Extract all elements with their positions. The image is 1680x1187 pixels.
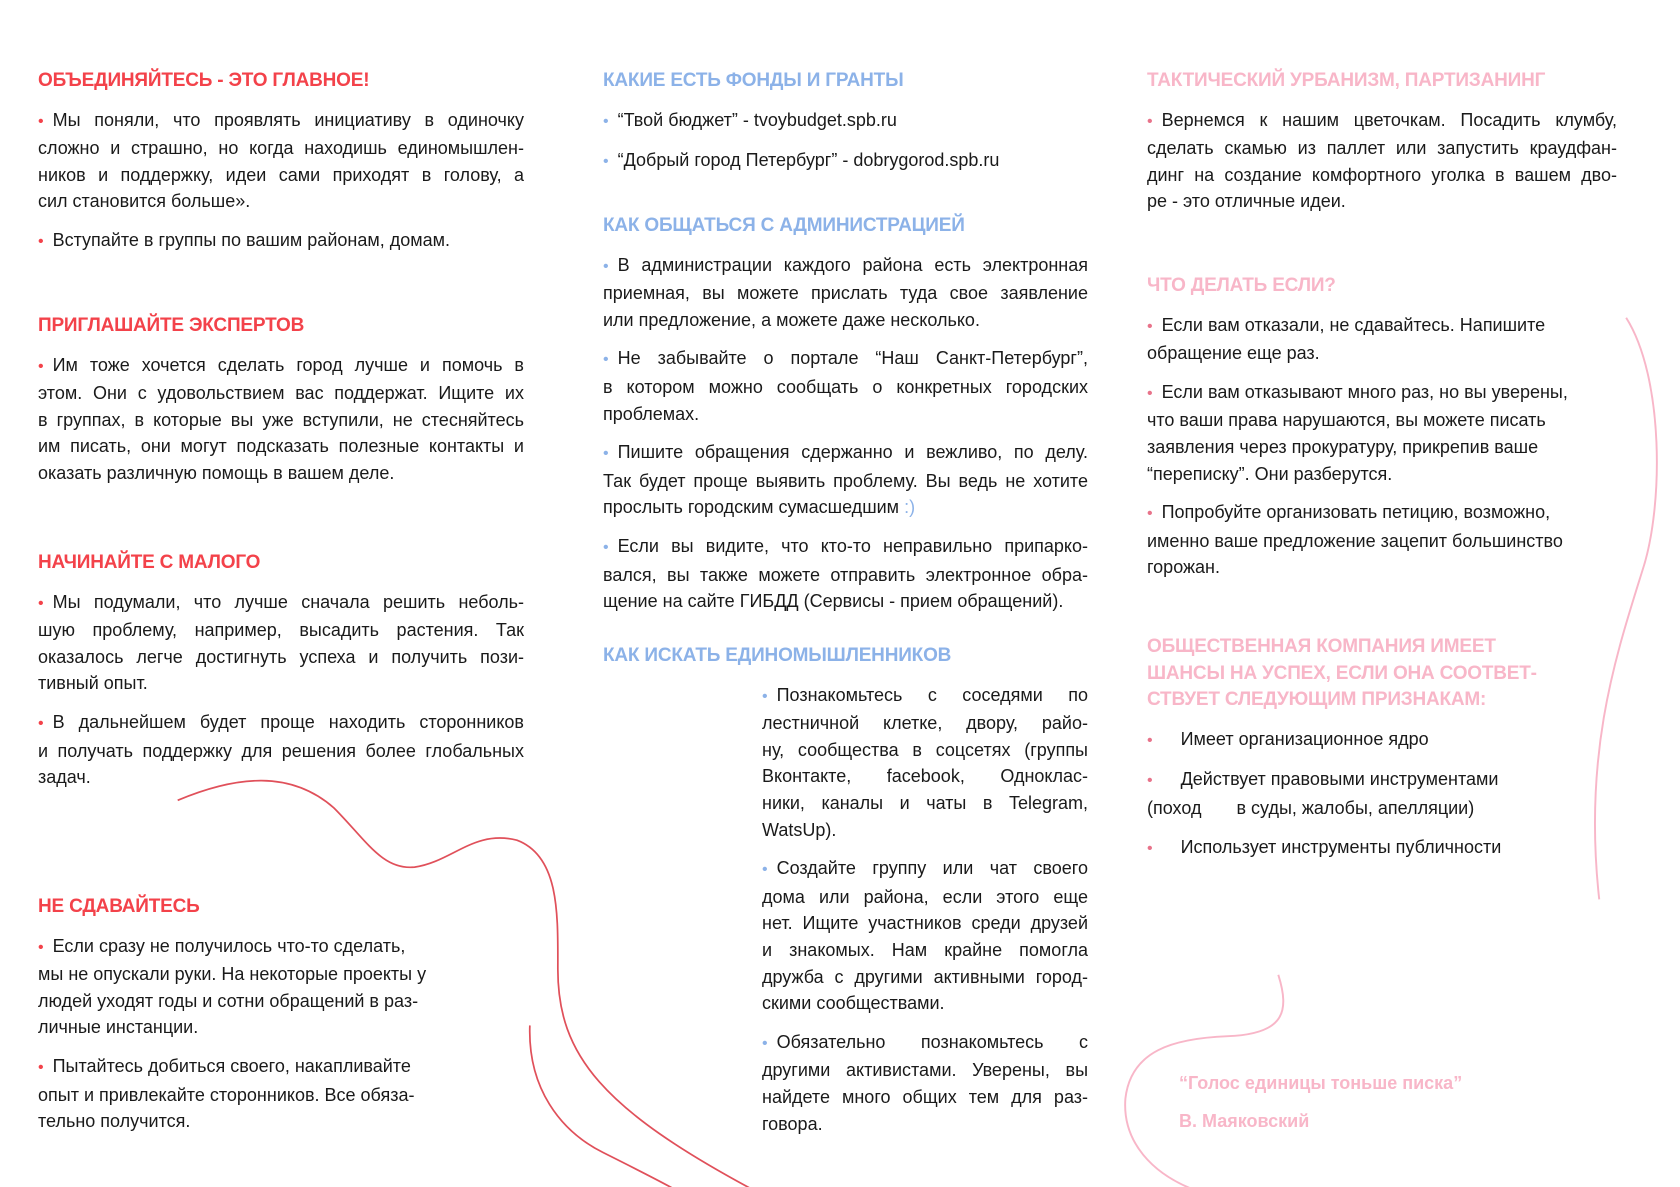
text-line bbox=[762, 1029, 1088, 1058]
text-line bbox=[762, 937, 1088, 964]
bullet-list bbox=[38, 933, 488, 1135]
line-text: тивный опыт. bbox=[38, 673, 148, 694]
line-text: Вконтакте, facebook, Одноклас- bbox=[762, 766, 1088, 787]
text-line bbox=[38, 1014, 488, 1041]
bullet-icon: • bbox=[762, 687, 768, 705]
line-text: Познакомьтесь с соседями по bbox=[776, 684, 1088, 705]
text-line bbox=[603, 307, 1088, 334]
line-text: Пишите обращения сдержанно и вежливо, по делу. bbox=[617, 442, 1088, 463]
heading-line: НЕ СДАВАЙТЕСЬ bbox=[38, 896, 200, 917]
section-heading bbox=[603, 213, 1088, 240]
line-text: Пытайтесь добиться своего, накапливайте bbox=[52, 1055, 411, 1076]
text-line bbox=[38, 1082, 488, 1109]
text-line bbox=[1147, 107, 1617, 136]
smiley-accent: :) bbox=[904, 497, 916, 518]
text-line bbox=[603, 280, 1088, 307]
bullet-item bbox=[603, 252, 1088, 334]
section-heading bbox=[38, 313, 524, 340]
line-text: Мы поняли, что проявлять инициативу в одиночку bbox=[52, 109, 524, 130]
line-text: оказалось легче достигнуть успеха и получить пози- bbox=[38, 646, 524, 667]
heading-line: КАК ИСКАТЬ ЕДИНОМЫШЛЕННИКОВ bbox=[603, 645, 952, 666]
bullet-item bbox=[603, 147, 1088, 176]
text-line bbox=[38, 933, 488, 962]
bullet-item bbox=[38, 227, 524, 256]
bullet-list bbox=[1147, 107, 1617, 215]
line-text: динг на создание комфортного уголка в вашем дво- bbox=[1147, 164, 1617, 185]
section bbox=[1147, 273, 1617, 593]
line-text: Вступайте в группы по вашим районам, домам. bbox=[52, 229, 450, 250]
line-text: прослыть городским сумасшедшим bbox=[603, 497, 905, 518]
bullet-icon: • bbox=[38, 232, 44, 250]
bullet-icon: • bbox=[603, 153, 609, 171]
text-line bbox=[1147, 795, 1617, 822]
bullet-icon: • bbox=[38, 1058, 44, 1076]
bullet-item bbox=[603, 439, 1088, 521]
line-text: в группах, в которые вы уже вступили, не стесняйтесь bbox=[38, 409, 524, 430]
bullet-item bbox=[38, 1053, 488, 1135]
line-text: мы не опускали руки. На некоторые проекты у bbox=[38, 964, 427, 985]
text-line bbox=[762, 682, 1088, 711]
text-line bbox=[38, 709, 524, 738]
bullet-icon: • bbox=[603, 445, 609, 463]
bullet-icon: • bbox=[603, 351, 609, 369]
text-line bbox=[38, 738, 524, 765]
text-line bbox=[762, 964, 1088, 991]
line-text: заявления через прокуратуру, прикрепив ваше bbox=[1147, 436, 1539, 457]
section-heading bbox=[1147, 273, 1617, 300]
text-line bbox=[762, 884, 1088, 911]
text-line bbox=[762, 763, 1088, 790]
section-heading bbox=[38, 550, 524, 577]
line-text: Если вам отказали, не сдавайтесь. Напишите bbox=[1161, 314, 1546, 335]
text-line bbox=[1147, 340, 1617, 367]
heading-line: КАКИЕ ЕСТЬ ФОНДЫ И ГРАНТЫ bbox=[603, 70, 904, 91]
line-text: Действует правовыми инструментами bbox=[1180, 769, 1499, 790]
bullet-item bbox=[1147, 766, 1617, 821]
line-text: обращение еще раз. bbox=[1147, 343, 1320, 364]
bullet-icon: • bbox=[38, 714, 44, 732]
text-line bbox=[762, 1111, 1088, 1138]
text-line bbox=[38, 617, 524, 644]
text-line bbox=[38, 1053, 488, 1082]
text-line bbox=[762, 910, 1088, 937]
bullet-item bbox=[1147, 379, 1617, 487]
bullet-item bbox=[1147, 499, 1617, 581]
text-line bbox=[1147, 834, 1617, 863]
line-text: людей уходят годы и сотни обращений в раз- bbox=[38, 990, 419, 1011]
line-text: “переписку”. Они разберутся. bbox=[1147, 463, 1393, 484]
text-line bbox=[762, 710, 1088, 737]
section bbox=[603, 68, 1088, 188]
section-heading bbox=[603, 68, 1088, 95]
line-text: Так будет проще выявить проблему. Вы ведь не хотите bbox=[603, 470, 1088, 491]
bullet-icon: • bbox=[38, 357, 44, 375]
text-line bbox=[603, 374, 1088, 401]
bullet-icon: • bbox=[1147, 317, 1153, 335]
line-text: им писать, они могут подсказать полезные контакты и bbox=[38, 436, 524, 457]
text-line bbox=[38, 188, 524, 215]
heading-line: ОБЩЕСТВЕННАЯ КОМПАНИЯ ИМЕЕТ bbox=[1147, 636, 1496, 657]
section bbox=[38, 550, 524, 803]
text-line bbox=[603, 494, 1088, 521]
line-text: говора. bbox=[762, 1113, 823, 1134]
text-line bbox=[38, 764, 524, 791]
line-text: этом. Они с удовольствием вас поддержат. Ищите их bbox=[38, 383, 524, 404]
heading-line: НАЧИНАЙТЕ С МАЛОГО bbox=[38, 552, 261, 573]
section bbox=[38, 313, 524, 499]
heading-line: СТВУЕТ СЛЕДУЮЩИМ ПРИЗНАКАМ: bbox=[1147, 689, 1487, 711]
bullet-list bbox=[1147, 726, 1617, 862]
quote-block bbox=[1179, 1064, 1462, 1140]
bullet-icon: • bbox=[762, 861, 768, 879]
section bbox=[38, 68, 524, 268]
line-text: личные инстанции. bbox=[38, 1017, 199, 1038]
text-line bbox=[38, 380, 524, 407]
section-heading bbox=[1147, 634, 1617, 714]
text-line bbox=[38, 670, 524, 697]
line-text: ну, сообщества в соцсетях (группы bbox=[762, 739, 1088, 760]
bullet-item bbox=[38, 107, 524, 215]
heading-line: ПРИГЛАШАЙТЕ ЭКСПЕРТОВ bbox=[38, 315, 305, 336]
line-text: тельно получится. bbox=[38, 1111, 191, 1132]
bullet-item bbox=[38, 933, 488, 1041]
line-text: (поход в суды, жалобы, апелляции) bbox=[1147, 797, 1475, 818]
text-line bbox=[38, 433, 524, 460]
bullet-icon: • bbox=[603, 538, 609, 556]
bullet-list bbox=[38, 107, 524, 256]
text-line bbox=[38, 135, 524, 162]
heading-line: КАК ОБЩАТЬСЯ С АДМИНИСТРАЦИЕЙ bbox=[603, 215, 965, 236]
bullet-icon: • bbox=[762, 1034, 768, 1052]
text-line bbox=[38, 460, 524, 487]
text-line bbox=[762, 1084, 1088, 1111]
text-line bbox=[38, 107, 524, 136]
text-line bbox=[38, 589, 524, 618]
text-line bbox=[603, 588, 1088, 615]
text-line bbox=[603, 345, 1088, 374]
bullet-icon: • bbox=[38, 594, 44, 612]
line-text: WatsUp). bbox=[762, 819, 837, 840]
text-line bbox=[1147, 407, 1617, 434]
text-line bbox=[603, 533, 1088, 562]
quote-text: “Голос единицы тоньше писка” bbox=[1179, 1073, 1463, 1093]
line-text: Вернемся к нашим цветочкам. Посадить клумбу, bbox=[1161, 109, 1617, 130]
text-line bbox=[762, 790, 1088, 817]
bullet-item bbox=[38, 589, 524, 697]
bullet-icon: • bbox=[1147, 384, 1153, 402]
text-line bbox=[1147, 766, 1617, 795]
text-line bbox=[762, 1057, 1088, 1084]
text-line bbox=[762, 817, 1088, 844]
bullet-list bbox=[603, 252, 1088, 615]
bullet-item bbox=[762, 1029, 1088, 1137]
text-line bbox=[38, 407, 524, 434]
section bbox=[603, 643, 1088, 1149]
bullet-icon: • bbox=[603, 112, 609, 130]
text-line bbox=[603, 401, 1088, 428]
line-text: проблемах. bbox=[603, 403, 700, 424]
quote-author: В. Маяковский bbox=[1179, 1111, 1310, 1131]
line-text: скими сообществами. bbox=[762, 993, 945, 1014]
text-line bbox=[38, 988, 488, 1015]
text-line bbox=[1147, 434, 1617, 461]
line-text: Если сразу не получилось что-то сделать, bbox=[52, 935, 406, 956]
line-text: Мы подумали, что лучше сначала решить неболь- bbox=[52, 591, 524, 612]
line-text: вался, вы также можете отправить электронное обра- bbox=[603, 564, 1088, 585]
text-line bbox=[38, 162, 524, 189]
text-line bbox=[762, 737, 1088, 764]
line-text: другими активистами. Уверены, вы bbox=[762, 1060, 1088, 1081]
bullet-item bbox=[1147, 312, 1617, 367]
text-line bbox=[1147, 162, 1617, 189]
line-text: опыт и привлекайте сторонников. Все обяза- bbox=[38, 1084, 415, 1105]
bullet-item bbox=[603, 533, 1088, 615]
line-text: Им тоже хочется сделать город лучше и помочь в bbox=[52, 354, 524, 375]
text-line bbox=[1147, 312, 1617, 341]
line-text: что ваши права нарушаются, вы можете писать bbox=[1147, 410, 1546, 431]
bullet-item bbox=[38, 709, 524, 791]
line-text: В дальнейшем будет проще находить сторонников bbox=[52, 711, 524, 732]
text-line bbox=[1147, 528, 1617, 555]
line-text: ники, каналы и чаты в Telegram, bbox=[762, 792, 1088, 813]
bullet-icon: • bbox=[1147, 731, 1153, 749]
line-text: Создайте группу или чат своего bbox=[776, 858, 1088, 879]
bullet-icon: • bbox=[603, 257, 609, 275]
text-line bbox=[38, 1108, 488, 1135]
section bbox=[1147, 634, 1617, 874]
text-line bbox=[1147, 379, 1617, 408]
line-text: “Твой бюджет” - tvoybudget.spb.ru bbox=[617, 109, 897, 130]
heading-line: ОБЪЕДИНЯЙТЕСЬ - ЭТО ГЛАВНОЕ! bbox=[38, 70, 370, 91]
bullet-list bbox=[603, 107, 1088, 176]
bullet-icon: • bbox=[1147, 112, 1153, 130]
bullet-item bbox=[603, 345, 1088, 427]
heading-line: ТАКТИЧЕСКИЙ УРБАНИЗМ, ПАРТИЗАНИНГ bbox=[1147, 70, 1546, 91]
text-line bbox=[603, 252, 1088, 281]
line-text: Попробуйте организовать петицию, возможно, bbox=[1161, 502, 1551, 523]
line-text: и знакомых. Нам крайне помогла bbox=[762, 939, 1088, 960]
text-line bbox=[1147, 554, 1617, 581]
line-text: “Добрый город Петербург” - dobrygorod.spb.ru bbox=[617, 150, 1000, 171]
line-text: задач. bbox=[38, 767, 91, 788]
line-text: нет. Ищите участников среди друзей bbox=[762, 913, 1088, 934]
section-heading bbox=[38, 894, 524, 921]
bullet-list bbox=[38, 352, 524, 487]
bullet-list bbox=[1147, 312, 1617, 581]
line-text: Если вам отказывают много раз, но вы уверены, bbox=[1161, 381, 1568, 402]
section-heading bbox=[38, 68, 524, 95]
line-text: именно ваше предложение зацепит большинство bbox=[1147, 530, 1563, 551]
bullet-item bbox=[1147, 834, 1617, 863]
line-text: или предложение, а можете даже несколько. bbox=[603, 309, 980, 330]
bullet-icon: • bbox=[1147, 505, 1153, 523]
line-text: сделать скамью из паллет или запустить краудфан- bbox=[1147, 138, 1617, 159]
bullet-list bbox=[38, 589, 524, 791]
line-text: дружба с другими активными город- bbox=[762, 966, 1088, 987]
line-text: приемная, вы можете прислать туда свое заявление bbox=[603, 283, 1088, 304]
text-line bbox=[38, 352, 524, 381]
text-line bbox=[603, 468, 1088, 495]
text-line bbox=[38, 227, 524, 256]
text-line bbox=[1147, 499, 1617, 528]
line-text: сил становится больше». bbox=[38, 191, 251, 212]
text-line bbox=[603, 562, 1088, 589]
bullet-item bbox=[1147, 107, 1617, 215]
bullet-item bbox=[38, 352, 524, 487]
text-line bbox=[1147, 726, 1617, 755]
line-text: щение на сайте ГИБДД (Сервисы - прием обращений). bbox=[603, 591, 1064, 612]
bullet-item bbox=[762, 682, 1088, 844]
text-line bbox=[1147, 188, 1617, 215]
line-text: оказать различную помощь в вашем деле. bbox=[38, 462, 395, 483]
line-text: В администрации каждого района есть электронная bbox=[617, 254, 1088, 275]
bullet-item bbox=[762, 855, 1088, 1017]
line-text: горожан. bbox=[1147, 557, 1220, 578]
line-text: в котором можно сообщать о конкретных городских bbox=[603, 376, 1088, 397]
line-text: и получать поддержку для решения более глобальных bbox=[38, 740, 524, 761]
section-heading bbox=[603, 643, 1088, 670]
text-line bbox=[38, 644, 524, 671]
text-line bbox=[1147, 461, 1617, 488]
line-text: дома или района, если этого еще bbox=[762, 886, 1088, 907]
heading-line: ШАНСЫ НА УСПЕХ, ЕСЛИ ОНА СООТВЕТ- bbox=[1147, 662, 1537, 684]
text-line bbox=[1147, 135, 1617, 162]
bullet-list bbox=[762, 682, 1088, 1138]
line-text: Обязательно познакомьтесь с bbox=[776, 1031, 1088, 1052]
heading-line: ЧТО ДЕЛАТЬ ЕСЛИ? bbox=[1147, 275, 1336, 296]
bullet-item bbox=[1147, 726, 1617, 755]
line-text: сложно и страшно, но когда находишь единомышлен- bbox=[38, 138, 524, 159]
bullet-icon: • bbox=[38, 938, 44, 956]
line-text: ников и поддержку, идеи сами приходят в голову, а bbox=[38, 164, 524, 185]
line-text: Использует инструменты публичности bbox=[1180, 836, 1502, 857]
text-line bbox=[603, 107, 1088, 136]
line-text: ре - это отличные идеи. bbox=[1147, 191, 1346, 212]
line-text: Имеет организационное ядро bbox=[1180, 728, 1429, 749]
line-text: Не забывайте о портале “Наш Санкт-Петербург”, bbox=[617, 348, 1088, 369]
text-line bbox=[762, 990, 1088, 1017]
section bbox=[38, 894, 524, 1147]
bullet-icon: • bbox=[38, 112, 44, 130]
line-text: шую проблему, например, высадить растения. Так bbox=[38, 620, 524, 641]
bullet-item bbox=[603, 107, 1088, 136]
text-line bbox=[603, 439, 1088, 468]
line-text: лестничной клетке, двору, райо- bbox=[762, 713, 1088, 734]
section-heading bbox=[1147, 68, 1617, 95]
text-line bbox=[603, 147, 1088, 176]
bullet-icon: • bbox=[1147, 772, 1153, 790]
bullet-icon: • bbox=[1147, 839, 1153, 857]
section bbox=[1147, 68, 1617, 227]
line-text: найдете много общих тем для раз- bbox=[762, 1086, 1088, 1107]
text-line bbox=[762, 855, 1088, 884]
section bbox=[603, 213, 1088, 627]
line-text: Если вы видите, что кто-то неправильно припарко- bbox=[617, 535, 1088, 556]
text-line bbox=[38, 961, 488, 988]
